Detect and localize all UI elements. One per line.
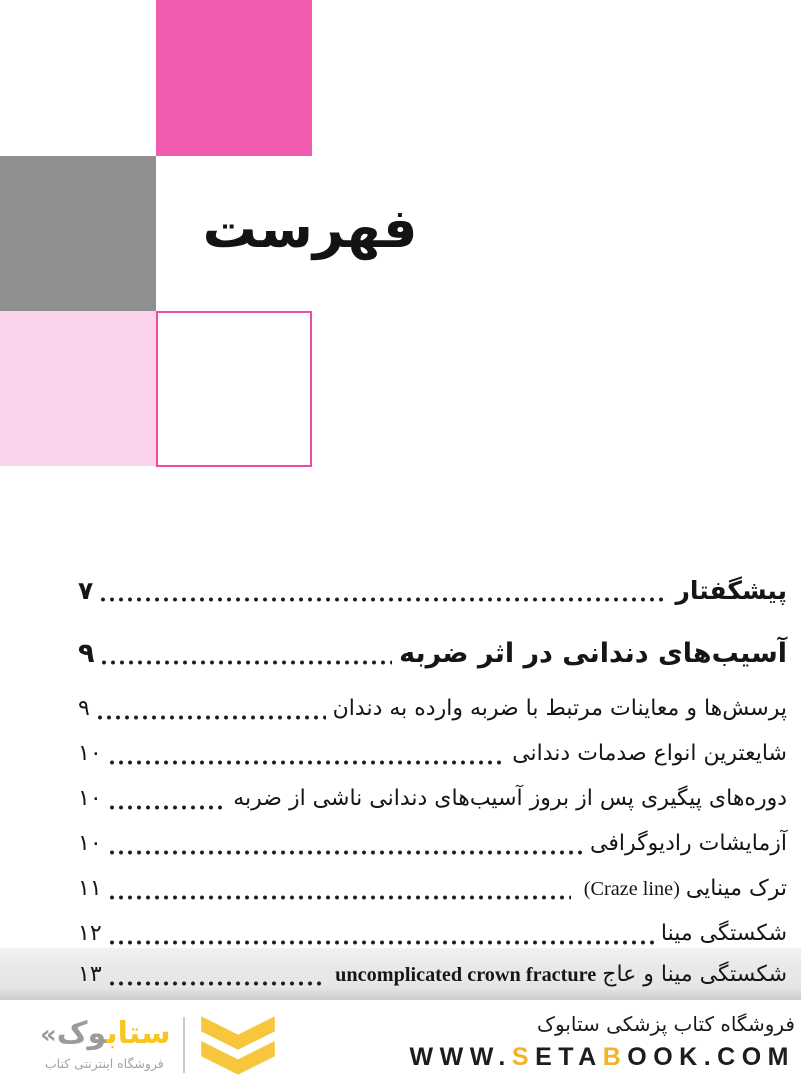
toc-entry-title: آزمایشات رادیوگرافی xyxy=(590,831,787,856)
dot-leader xyxy=(109,760,506,765)
decor-square-outlined xyxy=(156,311,312,467)
toc-entry-title: آسیب‌های دندانی در اثر ضربه xyxy=(399,637,787,669)
toc-entry-common-injuries xyxy=(0,731,801,776)
toc-page-number: ۱۱ xyxy=(78,876,102,901)
toc-page-number: ۱۳ xyxy=(78,961,102,987)
toc-page-number: ۱۰ xyxy=(78,786,102,811)
decor-square-lightpink xyxy=(0,311,156,466)
logo-divider xyxy=(183,1017,185,1073)
toc-entry-followup-periods xyxy=(0,776,801,821)
toc-entry-chapter-dental-trauma xyxy=(0,628,801,678)
decor-square-gray xyxy=(0,156,156,311)
toc-entry-title: شایعترین انواع صدمات دندانی xyxy=(512,741,787,766)
logo-subtitle: فروشگاه اینترنتی کتاب xyxy=(44,1056,164,1071)
toc-list xyxy=(0,566,801,1000)
toc-entry-radiographic-tests xyxy=(0,821,801,866)
toc-page-number: ۹ xyxy=(78,637,95,669)
toc-entry-craze-line xyxy=(0,866,801,911)
chevron-book-icon xyxy=(197,1013,279,1077)
dot-leader xyxy=(109,805,227,810)
dot-leader xyxy=(109,895,571,900)
store-name-line: فروشگاه کتاب پزشکی ستابوک xyxy=(537,1012,795,1036)
toc-page-number: ۷ xyxy=(78,575,94,605)
toc-entry-preface xyxy=(0,566,801,614)
toc-entry-title: شکستگی مینا xyxy=(660,921,787,946)
setabook-wordmark-block xyxy=(38,1016,171,1071)
dot-leader xyxy=(109,981,322,986)
toc-entry-title: شکستگی مینا و عاجuncomplicated crown fracture xyxy=(335,961,787,987)
toc-entry-title: دوره‌های پیگیری پس از بروز آسیب‌های دندانی ناشی از ضربه xyxy=(233,786,787,811)
toc-page-number: ۱۰ xyxy=(78,831,102,856)
dot-leader xyxy=(100,597,668,602)
decor-square-pink xyxy=(156,0,312,156)
setabook-wordmark: ستابوک« xyxy=(40,1016,171,1051)
footer-store-info xyxy=(410,1011,795,1072)
setabook-logo xyxy=(38,1013,279,1077)
website-url: WWW.SETABOOK.COM xyxy=(409,1043,795,1071)
guillemet-mark: « xyxy=(40,1020,57,1050)
toc-entry-questions-exams xyxy=(0,686,801,731)
dot-leader xyxy=(101,660,392,665)
dot-leader xyxy=(109,940,654,945)
toc-entry-title: ترک مینایی(Craze line) xyxy=(583,876,787,901)
footer xyxy=(0,1005,801,1080)
page-title: فهرست xyxy=(202,197,418,260)
toc-page-number: ۹ xyxy=(78,696,90,721)
toc-page-number: ۱۰ xyxy=(78,741,102,766)
toc-entry-title: پرسش‌ها و معاینات مرتبط با ضربه وارده به دندان xyxy=(332,696,787,721)
toc-page-number: ۱۲ xyxy=(78,921,102,946)
toc-entry-title: پیشگفتار xyxy=(675,575,787,605)
dot-leader xyxy=(109,850,583,855)
dot-leader xyxy=(97,715,326,720)
toc-entry-uncomplicated-crown-fracture xyxy=(0,948,801,1000)
